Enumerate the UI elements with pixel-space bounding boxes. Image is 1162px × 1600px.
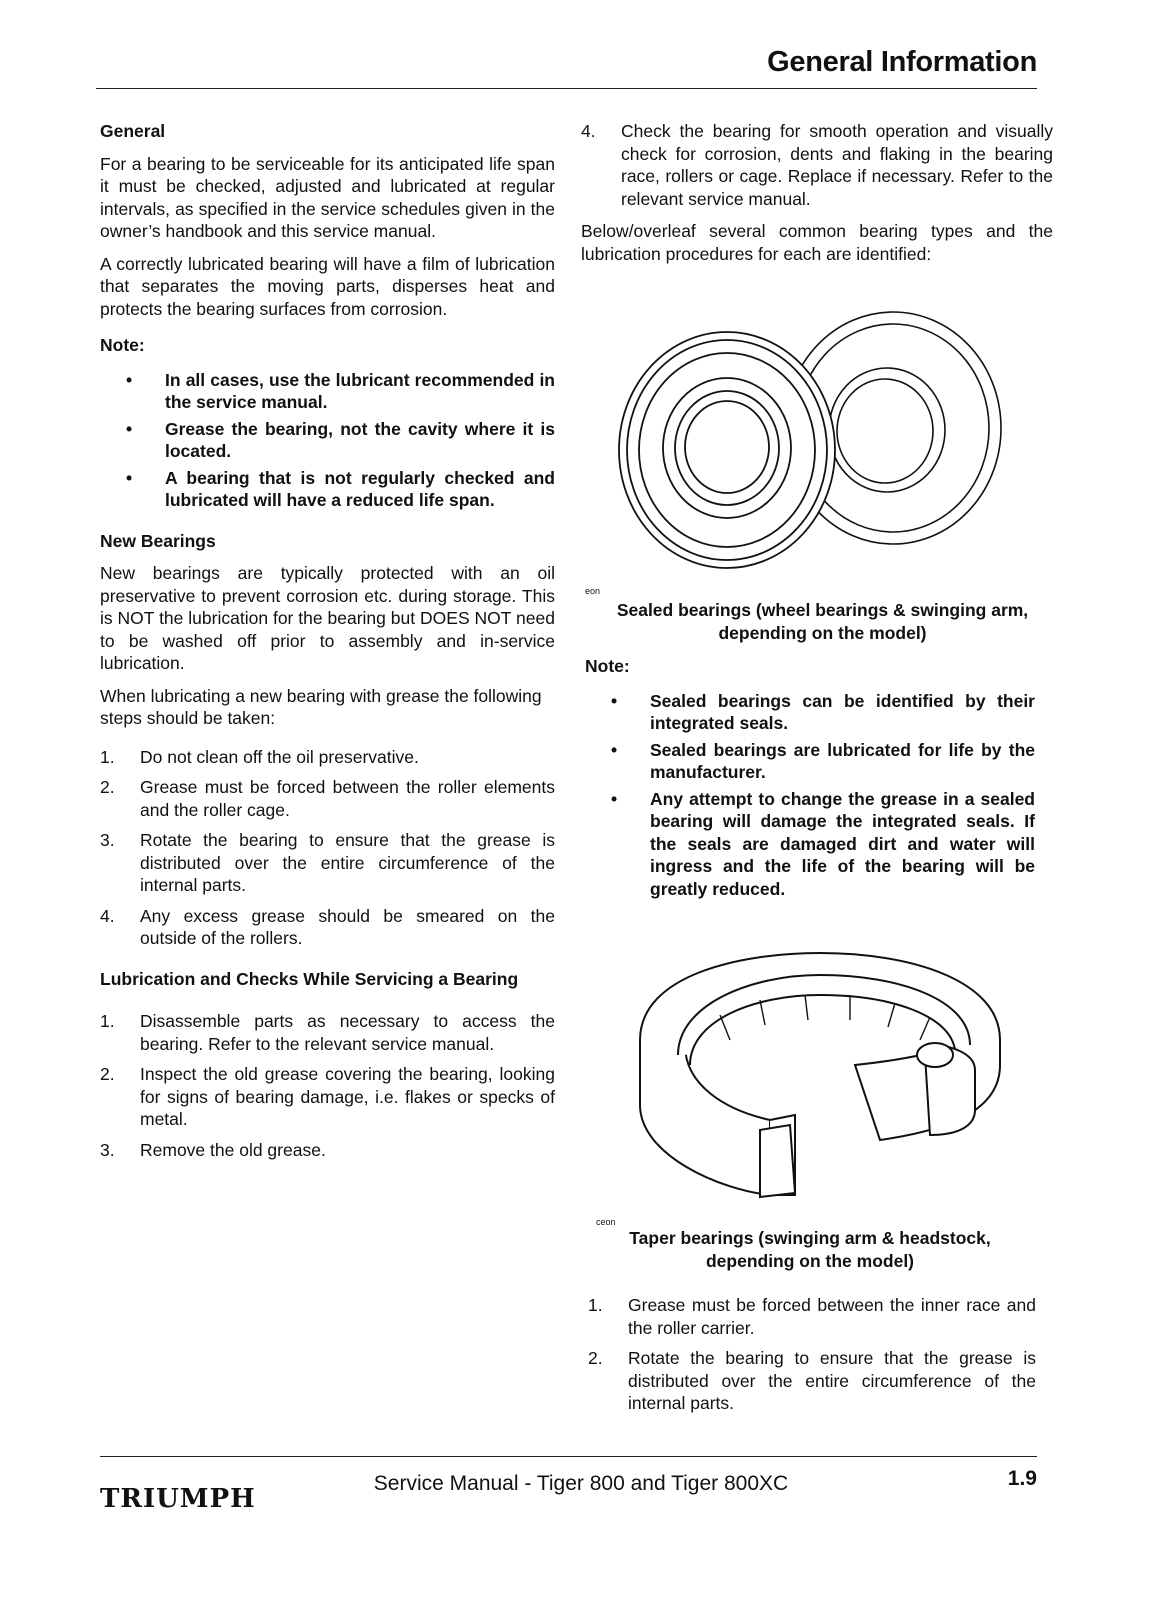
new-bearings-heading: New Bearings: [100, 530, 216, 551]
triumph-logo: TRIUMPH: [100, 1484, 256, 1514]
note-item: • Grease the bearing, not the cavity where it is located.: [126, 418, 555, 461]
note-item: • Sealed bearings can be identified by their integrated seals.: [611, 690, 1035, 733]
figure-2-caption: Taper bearings (swinging arm & headstock, depending on the model): [629, 1228, 991, 1271]
bullet-icon: •: [126, 467, 133, 488]
note-label: Note:: [585, 656, 630, 676]
step-item: 1. Do not clean off the oil preservative.: [100, 746, 419, 767]
bullet-icon: •: [611, 788, 618, 809]
bearing-types-intro: Below/overleaf several common bearing types and the lubrication procedures for each are identified:: [581, 221, 1053, 264]
lubrication-steps: [100, 1010, 555, 1161]
step-item: 4. Any excess grease should be smeared on the outside of the rollers.: [100, 905, 555, 948]
new-bearings-paragraph-1: New bearings are typically protected with an oil preservative to prevent corrosion etc. during storage. This is NOT the lubrication for the bearing but DOES NOT need to be washed off prior to assembly and in-service lubrication.: [100, 563, 555, 673]
general-heading: General: [100, 121, 166, 141]
note-item: • A bearing that is not regularly checked and lubricated will have a reduced life span.: [126, 467, 555, 510]
note-item: • Sealed bearings are lubricated for life by the manufacturer.: [611, 739, 1035, 782]
sealed-bearings-illustration: [615, 310, 1015, 580]
note-item: • Any attempt to change the grease in a sealed bearing will damage the integrated seals. If the seals are damaged dirt and water will ingress and the life of the bearing will be greatly reduced.: [611, 788, 1035, 899]
note-list: [100, 369, 555, 512]
left-column: [100, 120, 555, 1171]
new-bearings-steps: [100, 746, 555, 950]
general-paragraph-1: For a bearing to be serviceable for its anticipated life span it must be checked, adjusted and lubricated at regular intervals, as specified in the service schedules given in the owner’s handbook and this service manual.: [100, 153, 555, 241]
service-step-4: [581, 120, 1053, 210]
sealed-note-list: [585, 690, 1035, 901]
bullet-icon: •: [611, 739, 618, 760]
new-bearings-paragraph-2: When lubricating a new bearing with grease the following steps should be taken:: [100, 685, 542, 728]
note-item: • In all cases, use the lubricant recommended in the service manual.: [126, 369, 555, 412]
step-item: 2. Inspect the old grease covering the bearing, looking for signs of bearing damage, i.e. flakes or specks of metal.: [100, 1064, 555, 1129]
bullet-icon: •: [126, 369, 133, 390]
step-item: 2. Grease must be forced between the roller elements and the roller cage.: [100, 777, 555, 820]
general-paragraph-2: A correctly lubricated bearing will have a film of lubrication that separates the moving parts, disperses heat and protects the bearing surfaces from corrosion.: [100, 253, 555, 319]
right-column-top: [581, 120, 1053, 275]
header-rule: [96, 88, 1037, 89]
step-item: 4. Check the bearing for smooth operation and visually check for corrosion, dents and flaking in the bearing race, rollers or cage. Replace if necessary. Refer to the relevant service manual.: [581, 121, 1053, 209]
step-item: 2. Rotate the bearing to ensure that the grease is distributed over the entire circumference of the internal parts.: [588, 1348, 1036, 1413]
taper-steps-block: [588, 1294, 1036, 1425]
lubrication-heading: Lubrication and Checks While Servicing a Bearing: [100, 968, 519, 989]
figure-2-reference: ceon: [596, 1217, 616, 1227]
step-item: 1. Grease must be forced between the inner race and the roller carrier.: [588, 1295, 1036, 1338]
step-item: 1. Disassemble parts as necessary to access the bearing. Refer to the relevant service manual.: [100, 1011, 555, 1054]
page-header-title: General Information: [767, 46, 1037, 78]
figure-1-reference: eon: [585, 586, 601, 596]
note-label: Note:: [100, 335, 145, 355]
bullet-icon: •: [611, 690, 618, 711]
bullet-icon: •: [126, 418, 133, 439]
taper-bearing-illustration: [630, 945, 1010, 1210]
footer-rule: [100, 1456, 1037, 1457]
page-number: 1.9: [1007, 1467, 1037, 1490]
taper-steps: [588, 1294, 1036, 1415]
step-item: 3. Rotate the bearing to ensure that the grease is distributed over the entire circumference of the internal parts.: [100, 830, 555, 895]
step-item: 3. Remove the old grease.: [100, 1139, 326, 1160]
right-note-block: [585, 655, 1035, 914]
figure-1-caption: Sealed bearings (wheel bearings & swinging arm, depending on the model): [616, 600, 1029, 643]
footer-title: Service Manual - Tiger 800 and Tiger 800XC: [373, 1472, 789, 1495]
